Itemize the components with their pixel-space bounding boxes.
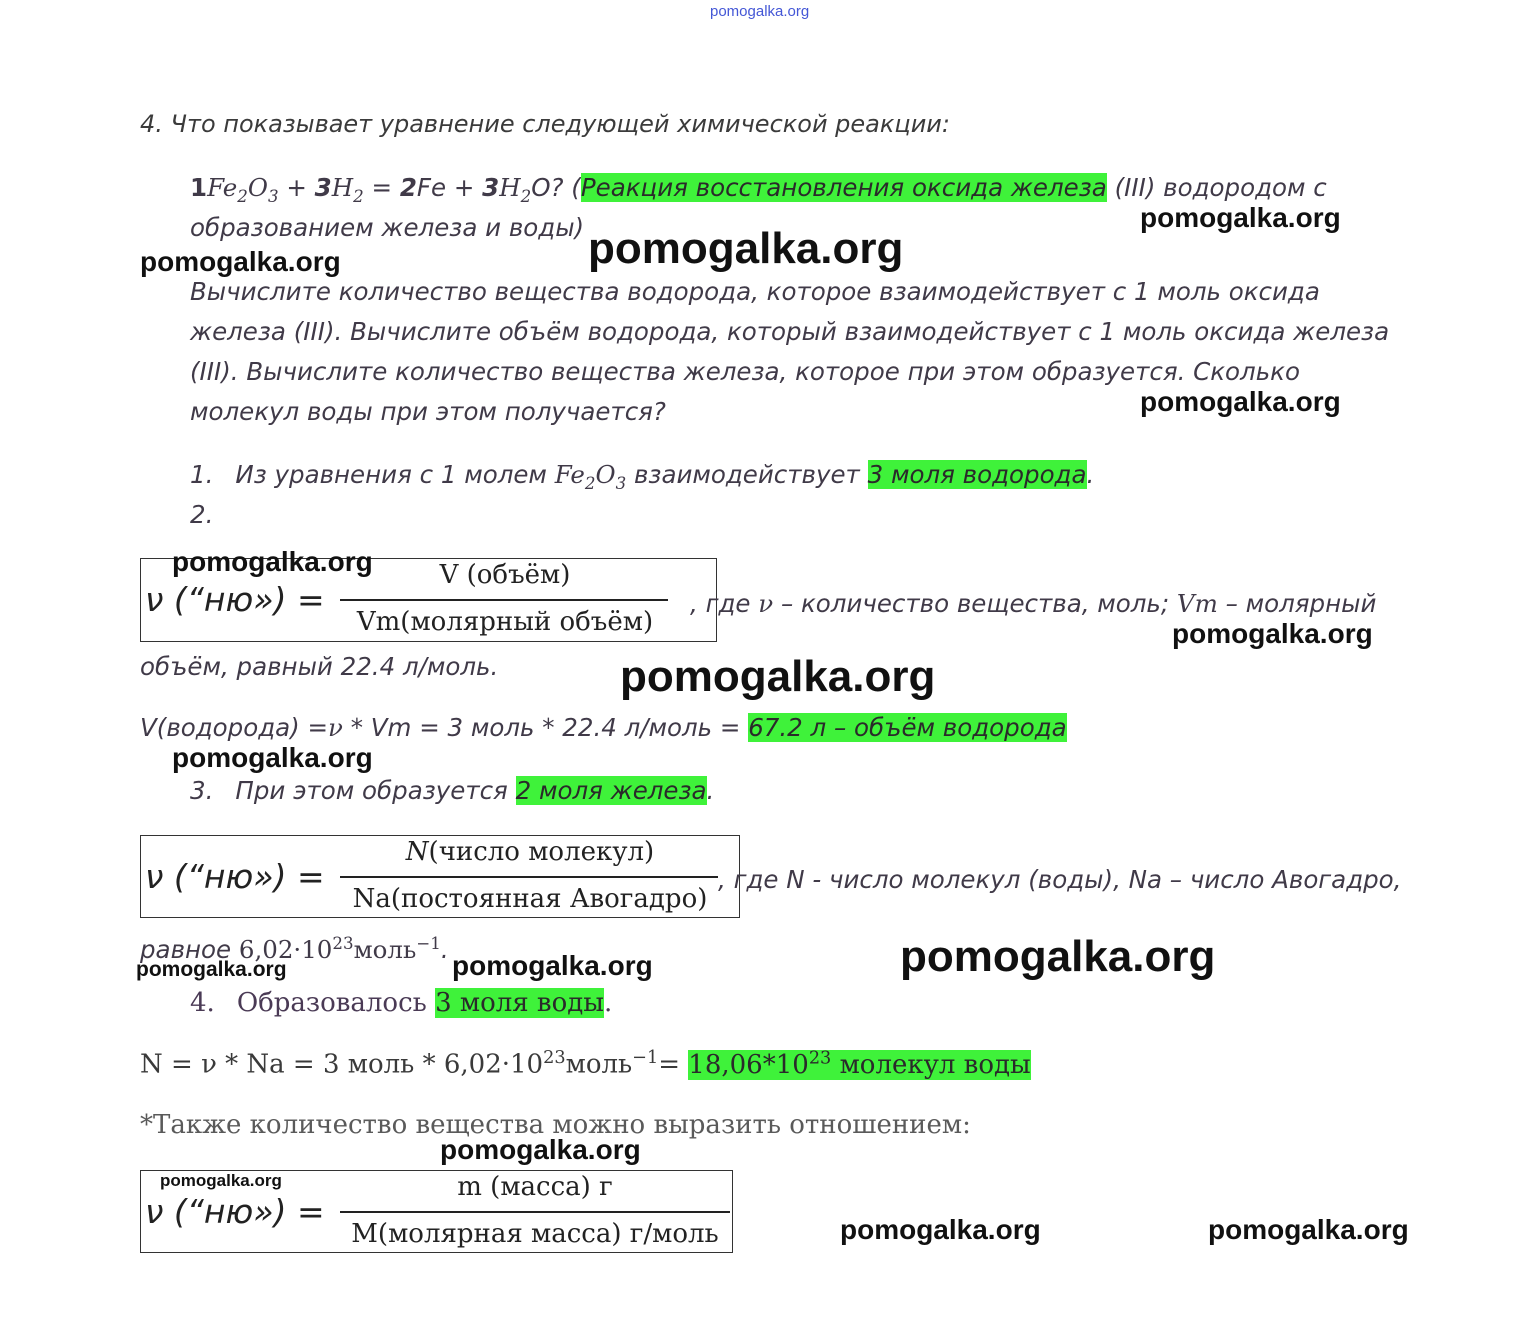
watermark: pomogalka.org bbox=[136, 958, 287, 981]
also-text: *Также количество вещества можно выразить отношением: bbox=[140, 1110, 971, 1140]
step-2: 2. bbox=[190, 500, 214, 529]
watermark: pomogalka.org bbox=[840, 1214, 1041, 1245]
step-4: 4. Образовалось 3 моля воды. bbox=[190, 988, 613, 1018]
fraction-line-3 bbox=[340, 1211, 730, 1213]
reaction-equation: $1Fe_2O_3 + 3H_2 = 2Fe + 3H_2O$? (Реакция восстановления оксида железа (III) водородом с bbox=[190, 173, 1327, 206]
highlight-iron: 2 моля железа bbox=[515, 776, 707, 805]
highlight-hydrogen: 3 моля водорода bbox=[867, 460, 1087, 489]
step-3: 3. При этом образуется 2 моля железа. bbox=[190, 776, 715, 805]
highlight-reaction: Реакция восстановления оксида железа bbox=[580, 173, 1107, 202]
question-heading: 4. Что показывает уравнение следующей химической реакции: bbox=[140, 110, 950, 138]
calc-volume: V(водорода) =ν * Vm = 3 моль * 22.4 л/моль = 67.2 л – объём водорода bbox=[140, 713, 1067, 742]
watermark: pomogalka.org bbox=[172, 546, 373, 577]
formula-nu-3: ν (“ню») = bbox=[145, 1192, 325, 1231]
formula-1-description-line2: объём, равный 22.4 л/моль. bbox=[140, 652, 499, 681]
formula-nu-1: ν (“ню») = bbox=[145, 580, 325, 619]
highlight-volume: 67.2 л – объём водорода bbox=[748, 713, 1067, 742]
watermark: pomogalka.org bbox=[140, 246, 341, 277]
formula-numerator-3: m (масса) г bbox=[457, 1172, 613, 1202]
formula-nu-2: ν (“ню») = bbox=[145, 857, 325, 896]
task-line-3: (III). Вычислите количество вещества железа, которое при этом образуется. Сколько bbox=[190, 357, 1300, 386]
formula-numerator-1: V (объём) bbox=[439, 560, 571, 590]
watermark: pomogalka.org bbox=[588, 224, 904, 273]
calc-molecules: N = ν * Na = 3 моль * $6,02\cdot 10^{23}моль^{-1}= 18,06*10^{23}$ молекул воды bbox=[140, 1048, 1031, 1080]
equation-line2: образованием железа и воды) bbox=[190, 213, 585, 242]
watermark: pomogalka.org bbox=[900, 932, 1216, 981]
watermark-top: pomogalka.org bbox=[710, 3, 810, 20]
formula-1-description: , где ν – количество вещества, моль; Vm – молярный bbox=[690, 589, 1377, 618]
highlight-molecules: $18,06*10^{23}$ молекул воды bbox=[688, 1048, 1031, 1080]
highlight-water: 3 моля воды bbox=[435, 988, 604, 1018]
task-line-1: Вычислите количество вещества водорода, которое взаимодействует с 1 моль оксида bbox=[190, 277, 1320, 306]
watermark: pomogalka.org bbox=[1208, 1214, 1409, 1245]
formula-2-description-line2: равное $6,02\cdot 10^{23}моль^{-1}$. bbox=[140, 934, 449, 965]
watermark: pomogalka.org bbox=[440, 1134, 641, 1165]
watermark: pomogalka.org bbox=[1172, 618, 1373, 649]
watermark: pomogalka.org bbox=[452, 950, 653, 981]
watermark: pomogalka.org bbox=[1140, 202, 1341, 233]
step-1: 1. Из уравнения с 1 молем $Fe_2O_3$ взаимодействует 3 моля водорода. bbox=[190, 460, 1095, 493]
watermark: pomogalka.org bbox=[160, 1171, 282, 1190]
task-line-2: железа (III). Вычислите объём водорода, который взаимодействует с 1 моль оксида железа bbox=[190, 317, 1390, 346]
formula-denominator-1: Vm(молярный объём) bbox=[356, 607, 654, 637]
watermark: pomogalka.org bbox=[172, 742, 373, 773]
formula-denominator-2: Na(постоянная Авогадро) bbox=[352, 884, 708, 914]
formula-numerator-2: N(число молекул) bbox=[405, 837, 655, 867]
fraction-line-1 bbox=[340, 599, 668, 601]
watermark: pomogalka.org bbox=[620, 652, 936, 701]
fraction-line-2 bbox=[340, 876, 718, 878]
watermark: pomogalka.org bbox=[1140, 386, 1341, 417]
formula-2-description: , где N - число молекул (воды), Na – число Авогадро, bbox=[718, 865, 1402, 894]
formula-denominator-3: M(молярная масса) г/моль bbox=[351, 1219, 719, 1249]
task-line-4: молекул воды при этом получается? bbox=[190, 397, 666, 426]
